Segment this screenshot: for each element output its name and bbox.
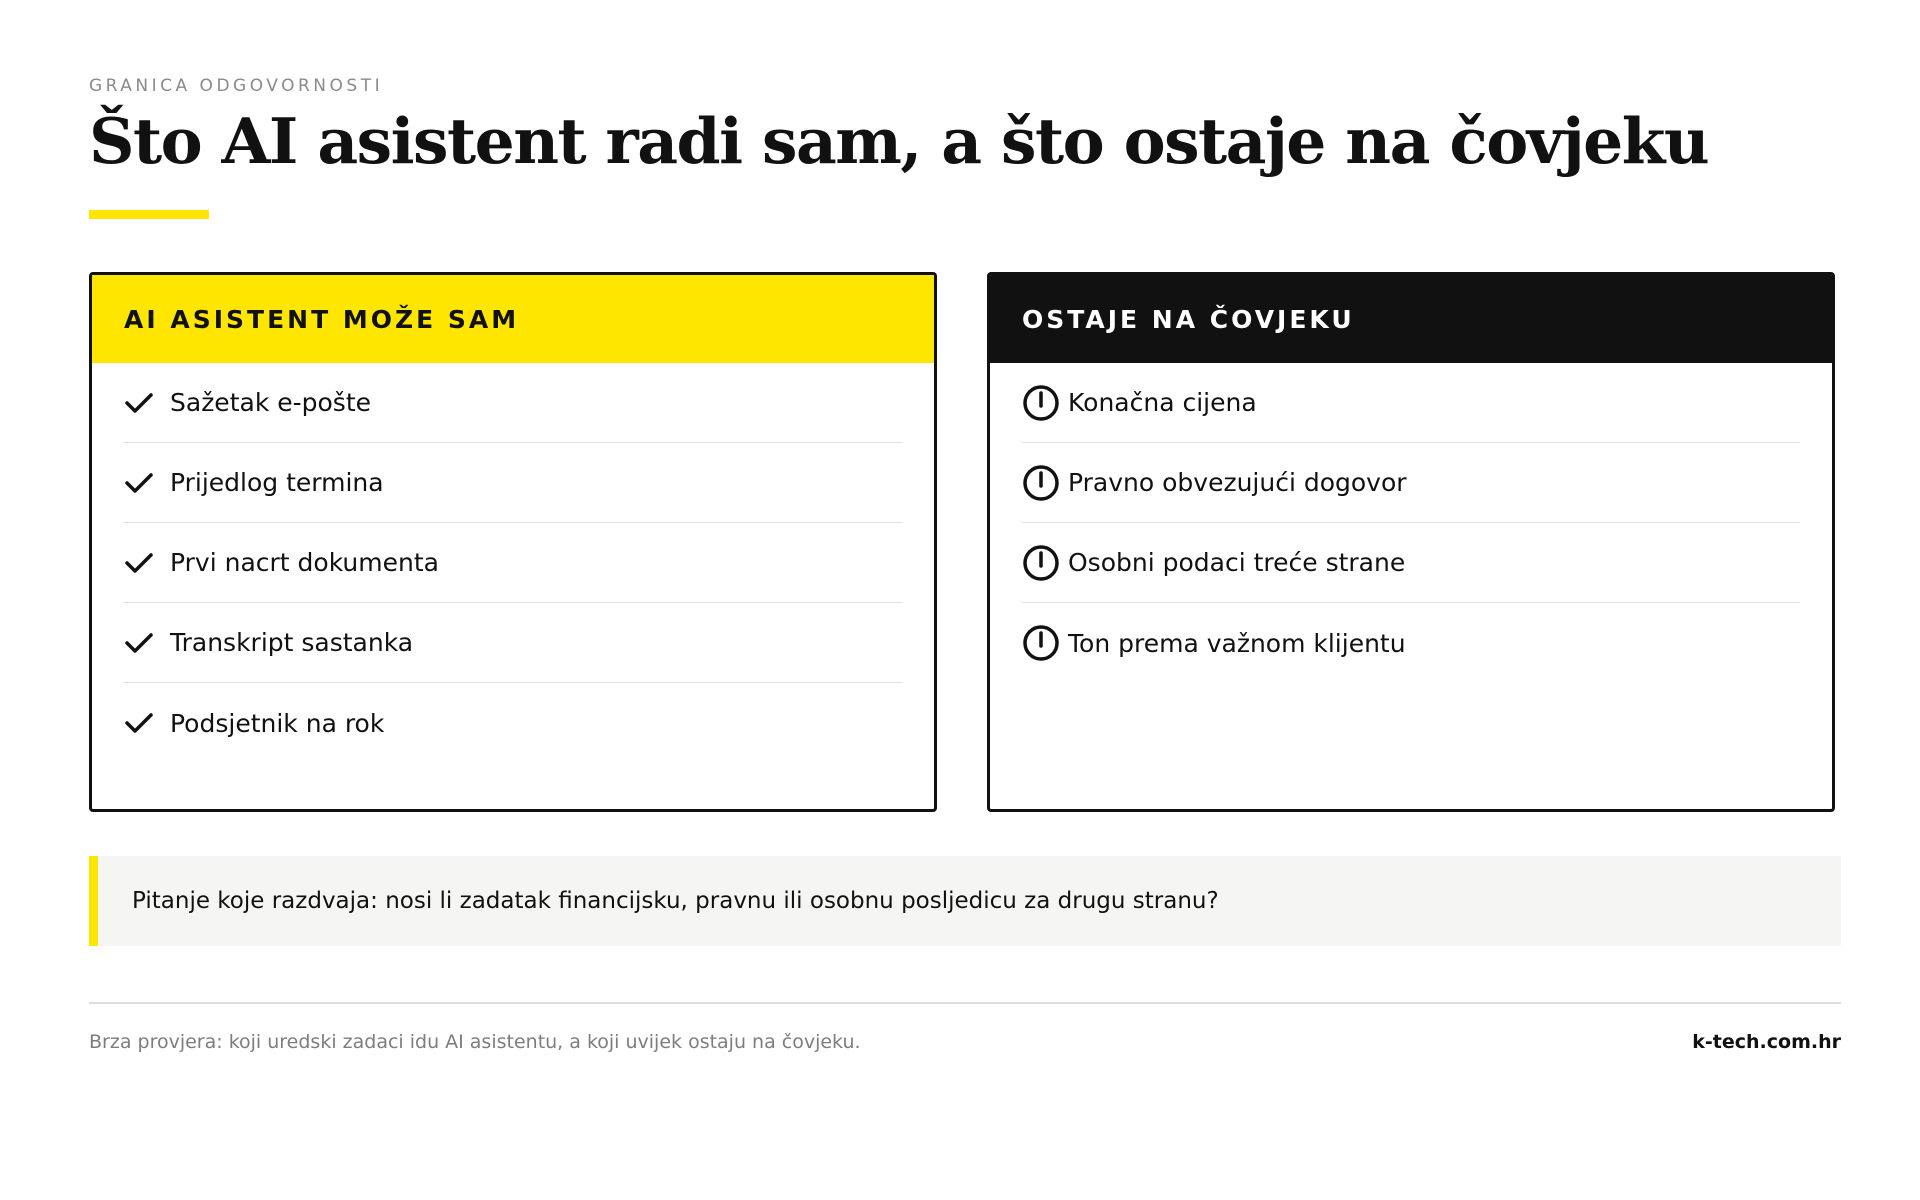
list-item-label: Ton prema važnom klijentu [1068,628,1406,658]
list-item-label: Prijedlog termina [170,468,384,497]
check-icon [124,471,170,495]
footer-brand: k-tech.com.hr [1692,1031,1841,1053]
ai-card-header: AI ASISTENT MOŽE SAM [92,275,934,363]
list-item-label: Prvi nacrt dokumenta [170,548,439,577]
title-underline [89,210,209,219]
key-question-callout [89,856,1841,946]
list-item-label: Konačna cijena [1068,388,1257,417]
page-title: Što AI asistent radi sam, a što ostaje na čovjeku [89,104,1709,178]
list-item [124,443,902,523]
list-item-label: Podsjetnik na rok [170,708,385,738]
list-item-label: Sažetak e-pošte [170,388,372,417]
ai-task-list [92,363,934,763]
check-icon [124,631,170,655]
check-icon [124,391,170,415]
human-only-card [987,272,1835,812]
eyebrow-label: GRANICA ODGOVORNOSTI [89,76,384,96]
callout-text: Pitanje koje razdvaja: nosi li zadatak financijsku, pravnu ili osobnu posljedicu za drugu stranu? [132,888,1219,914]
list-item-label: Osobni podaci treće strane [1068,548,1406,577]
list-item-label: Pravno obvezujući dogovor [1068,468,1407,497]
power-icon [1022,624,1068,662]
check-icon [124,551,170,575]
list-item-label: Transkript sastanka [170,628,414,657]
human-task-list [990,363,1832,683]
list-item [124,603,902,683]
power-icon [1022,384,1068,422]
ai-can-do-card [89,272,937,812]
list-item [1022,363,1800,443]
list-item [124,363,902,443]
list-item [124,523,902,603]
list-item [1022,443,1800,523]
power-icon [1022,464,1068,502]
list-item [1022,523,1800,603]
list-item [124,683,902,763]
footer-note: Brza provjera: koji uredski zadaci idu AI asistentu, a koji uvijek ostaju na čovjeku. [89,1031,861,1053]
footer-divider [89,1002,1841,1004]
power-icon [1022,544,1068,582]
human-card-header: OSTAJE NA ČOVJEKU [990,275,1832,363]
check-icon [124,711,170,735]
list-item [1022,603,1800,683]
